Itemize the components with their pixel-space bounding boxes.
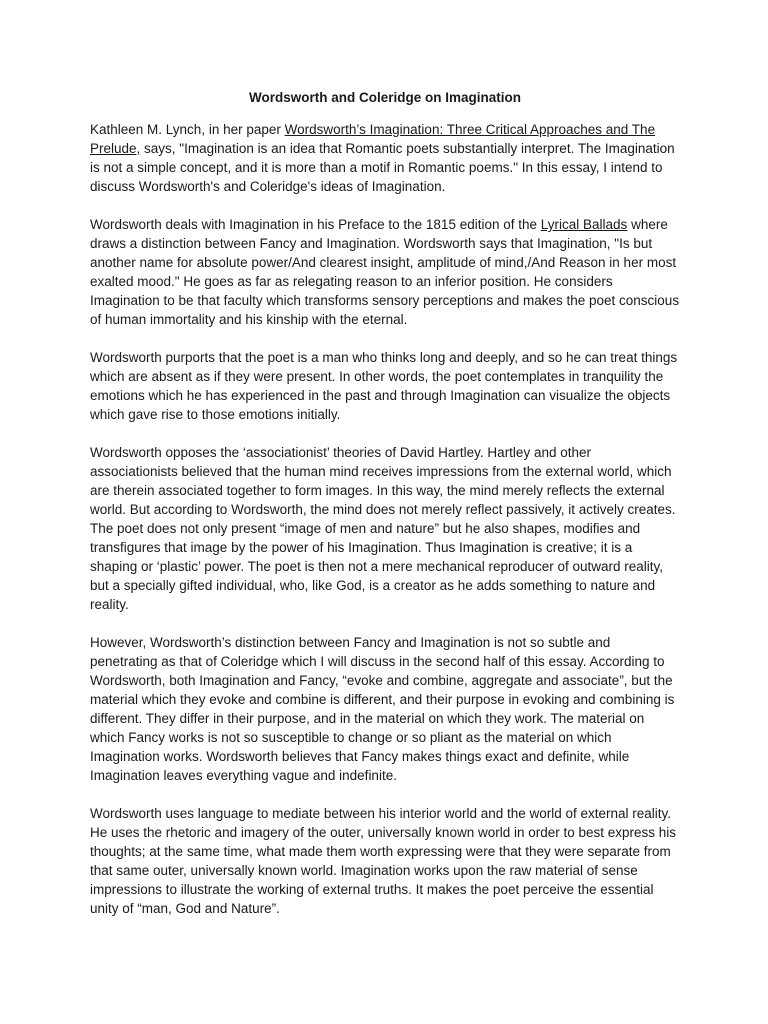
document-title: Wordsworth and Coleridge on Imagination xyxy=(248,90,521,105)
paragraph-2-text-a: Wordsworth deals with Imagination in his Preface to the 1815 edition of the xyxy=(90,217,541,232)
paragraph-2-text-b: where draws a distinction between Fancy and Imagination. Wordsworth says that Imagination, "Is but another name for absolute power/And clearest insight, amplitude of mind,/And Reason in her most exalted mood." He goes as far as relegating reason to an inferior position. He considers Imagination to be that faculty which transforms sensory perceptions and makes the poet conscious of human immortality and his kinship with the eternal. xyxy=(90,217,680,327)
paragraph-1 xyxy=(90,120,680,196)
document-page xyxy=(90,88,680,937)
paragraph-4: Wordsworth opposes the ‘associationist’ theories of David Hartley. Hartley and other associationists believed that the human mind receives impressions from the external world, which are therein associated together to form images. In this way, the mind merely reflects the external world. But according to Wordsworth, the mind does not merely reflect passively, it actively creates. The poet does not only present “image of men and nature” but he also shapes, modifies and transfigures that image by the power of his Imagination. Thus Imagination is creative; it is a shaping or ‘plastic’ power. The poet is then not a mere mechanical reproducer of outward reality, but a specially gifted individual, who, like God, is a creator as he adds something to nature and reality. xyxy=(90,445,676,612)
cited-work-title: Wordsworth’s Imagination: Three Critical Approaches and The Prelude, xyxy=(90,122,656,156)
paragraph-2 xyxy=(90,215,680,329)
paragraph-6: Wordsworth uses language to mediate between his interior world and the world of external reality. He uses the rhetoric and imagery of the outer, universally known world in order to best express his thoughts; at the same time, what made them worth expressing were that they were separate from that same outer, universally known world. Imagination works upon the raw material of sense impressions to illustrate the working of external truths. It makes the poet perceive the essential unity of “man, God and Nature”. xyxy=(90,806,677,916)
paragraph-3: Wordsworth purports that the poet is a man who thinks long and deeply, and so he can treat things which are absent as if they were present. In other words, the poet contemplates in tranquility the emotions which he has experienced in the past and through Imagination can visualize the objects which gave rise to those emotions initially. xyxy=(90,350,678,422)
paragraph-1-text-a: Kathleen M. Lynch, in her paper xyxy=(90,122,285,137)
paragraph-1-text-b: says, "Imagination is an idea that Romantic poets substantially interpret. The Imagination is not a simple concept, and it is more than a motif in Romantic poems." In this essay, I intend to discuss Wordsworth's and Coleridge's ideas of Imagination. xyxy=(90,141,675,194)
paragraph-5: However, Wordsworth’s distinction between Fancy and Imagination is not so subtle and penetrating as that of Coleridge which I will discuss in the second half of this essay. According to Wordsworth, both Imagination and Fancy, “evoke and combine, aggregate and associate”, but the material which they evoke and combine is different, and their purpose in evoking and combining is different. They differ in their purpose, and in the material on which they work. The material on which Fancy works is not so susceptible to change or so pliant as the material on which Imagination works. Wordsworth believes that Fancy makes things exact and definite, while Imagination leaves everything vague and indefinite. xyxy=(90,635,675,783)
cited-work-lyrical-ballads: Lyrical Ballads xyxy=(540,217,628,232)
